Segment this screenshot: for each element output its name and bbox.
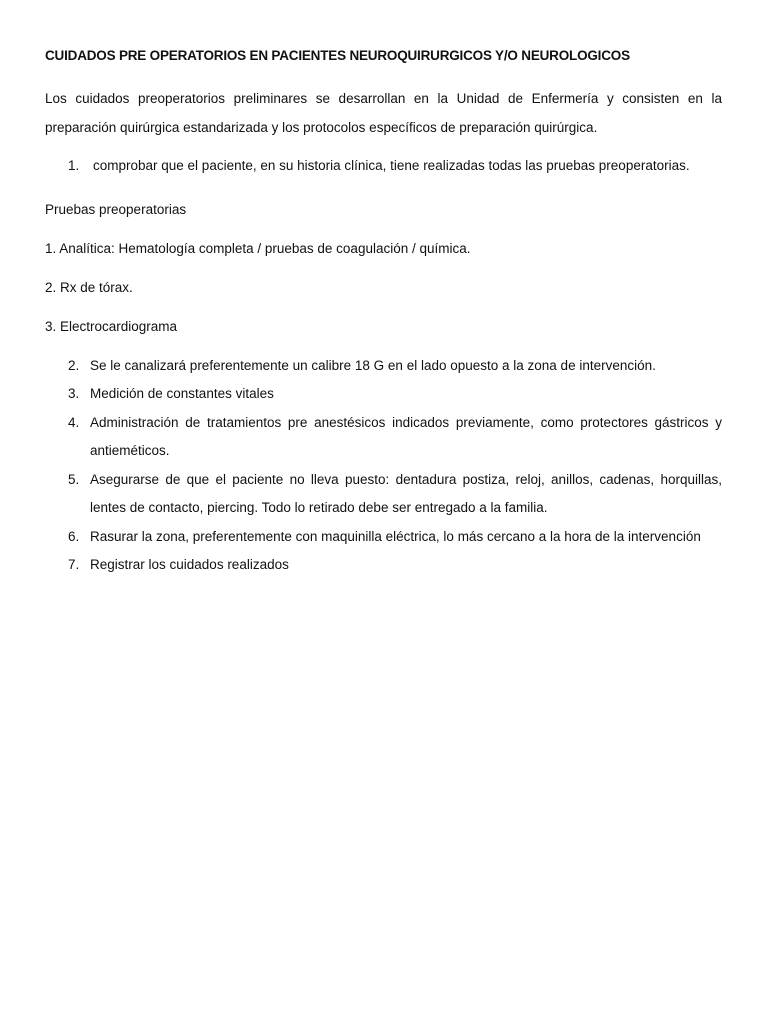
- list-item-number: 7.: [68, 557, 80, 572]
- document-title: CUIDADOS PRE OPERATORIOS EN PACIENTES NEUROQUIRURGICOS Y/O NEUROLOGICOS: [45, 48, 630, 63]
- intro-paragraph: Los cuidados preoperatorios preliminares se desarrollan en la Unidad de Enfermería y consisten en la preparación quirúrgica estandarizada y los protocolos específicos de preparación quirúrgica.: [45, 91, 722, 135]
- list-item-text: Rasurar la zona, preferentemente con maquinilla eléctrica, lo más cercano a la hora de la intervención: [90, 528, 701, 544]
- list-item: [45, 466, 722, 523]
- list-item-text: Registrar los cuidados realizados: [90, 557, 289, 572]
- list-item-number: 5.: [68, 471, 80, 487]
- list-item: [45, 152, 722, 181]
- list-item-number: 6.: [68, 528, 80, 544]
- list-item: [45, 380, 722, 409]
- list-item: [45, 523, 722, 552]
- list-item-text: Medición de constantes vitales: [90, 386, 274, 401]
- prueba-rx-torax: 2. Rx de tórax.: [45, 279, 133, 295]
- list-item: [45, 409, 722, 466]
- list-item-number: 3.: [68, 386, 80, 401]
- list-item-number: 1.: [68, 158, 80, 173]
- list-item-text: Se le canalizará preferentemente un calibre 18 G en el lado opuesto a la zona de intervención.: [90, 357, 656, 373]
- list-item: [45, 551, 722, 580]
- pruebas-heading: Pruebas preoperatorias: [45, 201, 187, 217]
- document-page: [45, 46, 722, 580]
- list-item: [45, 352, 722, 381]
- list-item-text: Asegurarse de que el paciente no lleva puesto: dentadura postiza, reloj, anillos, cadenas, horquillas, lentes de contacto, piercing. Todo lo retirado debe ser entregado a la familia.: [90, 471, 722, 515]
- first-list: [45, 152, 722, 181]
- list-item-number: 4.: [68, 414, 80, 430]
- list-item-text: comprobar que el paciente, en su historia clínica, tiene realizadas todas las pruebas preoperatorias.: [93, 158, 690, 173]
- prueba-analitica: 1. Analítica: Hematología completa / pruebas de coagulación / química.: [45, 240, 471, 256]
- list-item-text: Administración de tratamientos pre anestésicos indicados previamente, como protectores gástricos y antieméticos.: [90, 414, 722, 458]
- prueba-electrocardiograma: 3. Electrocardiograma: [45, 318, 178, 334]
- list-item-number: 2.: [68, 357, 80, 373]
- care-list: [45, 352, 722, 580]
